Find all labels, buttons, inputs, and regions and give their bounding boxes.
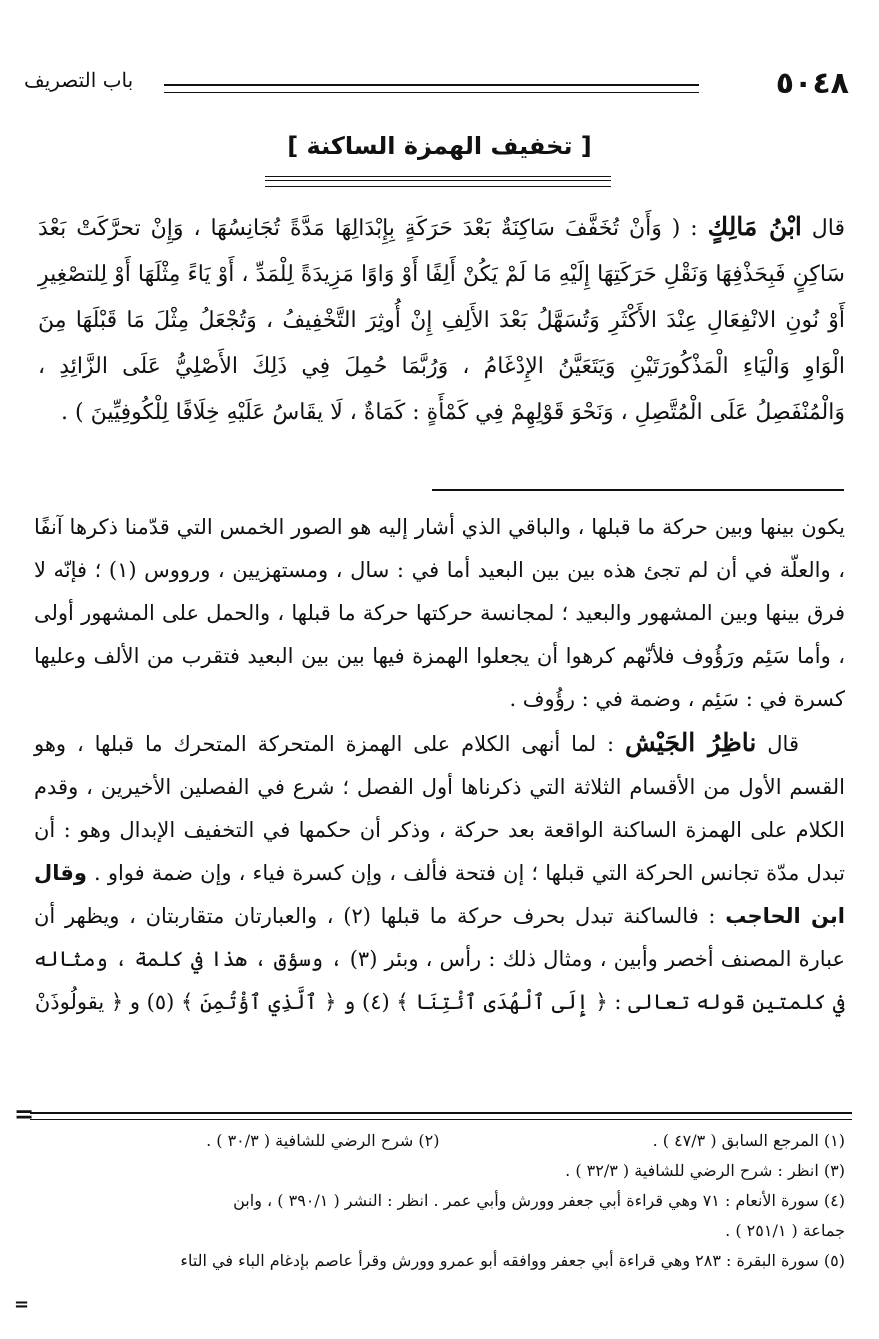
footnote-2: (٢) شرح الرضي للشافية ( ٣٠/٣ ) . <box>206 1131 440 1150</box>
quote-body: : ( وَأَنْ تُخَفَّفَ سَاكِنَةٌ بَعْدَ حَرَكَةٍ بِإِبْدَالِهَا مَدَّةً تُجَانِسُهَا ، وَإِنْ تحرَّكَتْ بَعْدَ سَاكِنٍ فَبِحَذْفِهَا وَنَقْلِ حَرَكَتِهَا إِلَيْهِ مَا لَمْ يَكُنْ أَلِفًا أَوْ وَاوًا مَزِيدَةً لِلْمَدِّ ، أَوْ يَاءً مِثْلَهَا أَوْ لِلتصْغِيرِ أَوْ نُونِ الانْفِعَالِ عِنْدَ الأَكْثَرِ وَتُسَهَّلُ بَعْدَ الأَلِفِ إِنْ أُوثِرَ التَّخْفِيفُ ، وَتُجْعَلُ مِثْلَ مَا قَبْلَهَا مِنَ الْوَاوِ وَالْيَاءِ الْمَذْكُورَتَيْنِ وَيَتَعَيَّنُ الإِدْغَامُ ، وَرُبَّمَا حُمِلَ فِي ذَلِكَ الأَصْلِيُّ عَلَى الزَّائِدِ ، وَالْمُنْفَصِلُ عَلَى الْمُتَّصِلِ ، وَنَحْوَ قَوْلِهِمْ فِي كَمْأَةٍ : كَمَاةٌ ، لَا يقَاسُ عَلَيْهِ خِلَافًا لِلْكُوفِيِّينَ ) . <box>38 216 845 425</box>
header-rule <box>164 84 699 93</box>
footnote-4-line-2: جماعة ( ٢٥١/١ ) . <box>725 1221 845 1240</box>
footnote-1: (١) المرجع السابق ( ٤٧/٣ ) . <box>652 1131 845 1150</box>
quote-intro: قال <box>811 216 846 241</box>
commentary-text-1: يكون بينها وبين حركة ما قبلها ، والباقي الذي أشار إليه هو الصور الخمس التي قدّمنا ذكرها آنفًا ، والعلّة في أن لم تجئ هذه بين بين البعيد أما في : سال ، ومستهزيين ، ورووس (١) ؛ فإنّه لا فرق بينها وبين المشهور والبعيد ؛ لمجانسة حركتها حركة ما قبلها ، والحمل على المشهور أولى ، وأما سَئِم ورَؤُوف فلأنّهم كرهوا أن يجعلوا الهمزة فيها بين بين البعيد فتقرب من الألف وعليها كسرة في : سَئِم ، وضمة في : رؤُوف . <box>34 515 845 711</box>
footnote-rule <box>30 1112 852 1120</box>
continuation-mark: = <box>14 1100 35 1128</box>
footnote-5: (٥) سورة البقرة : ٢٨٣ وهي قراءة أبي جعفر ووافقه أبو عمرو وورش وقرأ عاصم بإدغام الباء في التاء <box>180 1251 845 1270</box>
page-header <box>24 66 849 108</box>
footnote-continuation-mark: = <box>14 1294 30 1315</box>
commentary-block <box>34 506 845 1024</box>
footnote-3: (٣) انظر : شرح الرضي للشافية ( ٣٢/٣ ) . <box>565 1161 845 1180</box>
quote-divider <box>432 489 844 491</box>
commentary-paragraph-1 <box>34 506 845 721</box>
commentary-bold-source: وقال ابن الحاجب <box>34 861 845 928</box>
footnote-4-line-1: (٤) سورة الأنعام : ٧١ وهي قراءة أبي جعفر وورش وأبي عمر . انظر : النشر ( ٣٩٠/١ ) ، وابن <box>233 1191 845 1210</box>
commentary-author-2: ناظِرُ الجَيْش <box>625 728 757 757</box>
commentary-paragraph-2 <box>34 721 845 1024</box>
title-underline <box>265 176 611 187</box>
chapter-title: باب التصريف <box>24 68 134 92</box>
footnotes-block <box>34 1126 845 1276</box>
quote-author: ابْنُ مَالِكٍ <box>707 212 802 241</box>
footnote-row-1 <box>34 1126 845 1156</box>
quote-paragraph <box>38 204 845 436</box>
quoted-text-block <box>38 204 845 436</box>
section-title: [ تخفيف الهمزة الساكنة ] <box>287 132 592 160</box>
commentary-text-2b: : فالساكنة تبدل بحرف حركة ما قبلها (٢) ، والعبارتان متقاربتان ، ويظهر أن عبارة المصنف أخصر وأبين ، ومثال ذلك : رأس ، وبئر (٣) ، وسؤق ، هذا في كلمة ، ومثاله في كلمتين قوله تعالى : ﴿ إِلَى ٱلْهُدَى ٱئْتِنَا ﴾ (٤) و ﴿ ٱلَّذِي ٱؤْتُمِنَ ﴾ (٥) و ﴿ يقولُوذَنْ <box>34 904 845 1014</box>
commentary-intro-2: قال <box>767 732 799 756</box>
page-number: ٥٠٤٨ <box>775 66 849 101</box>
commentary-text-2a: : لما أنهى الكلام على الهمزة المتحركة المتحرك ما قبلها ، وهو القسم الأول من الأقسام الثلاثة التي ذكرناها أول الفصل ؛ شرع في الفصلين الأخيرين ، وقدم الكلام على الهمزة الساكنة الواقعة بعد حركة ، وذكر أن حكمها في التخفيف الإبدال وهو : أن تبدل مدّة تجانس الحركة التي قبلها ؛ إن فتحة فألف ، وإن كسرة فياء ، وإن ضمة فواو . <box>34 732 845 885</box>
